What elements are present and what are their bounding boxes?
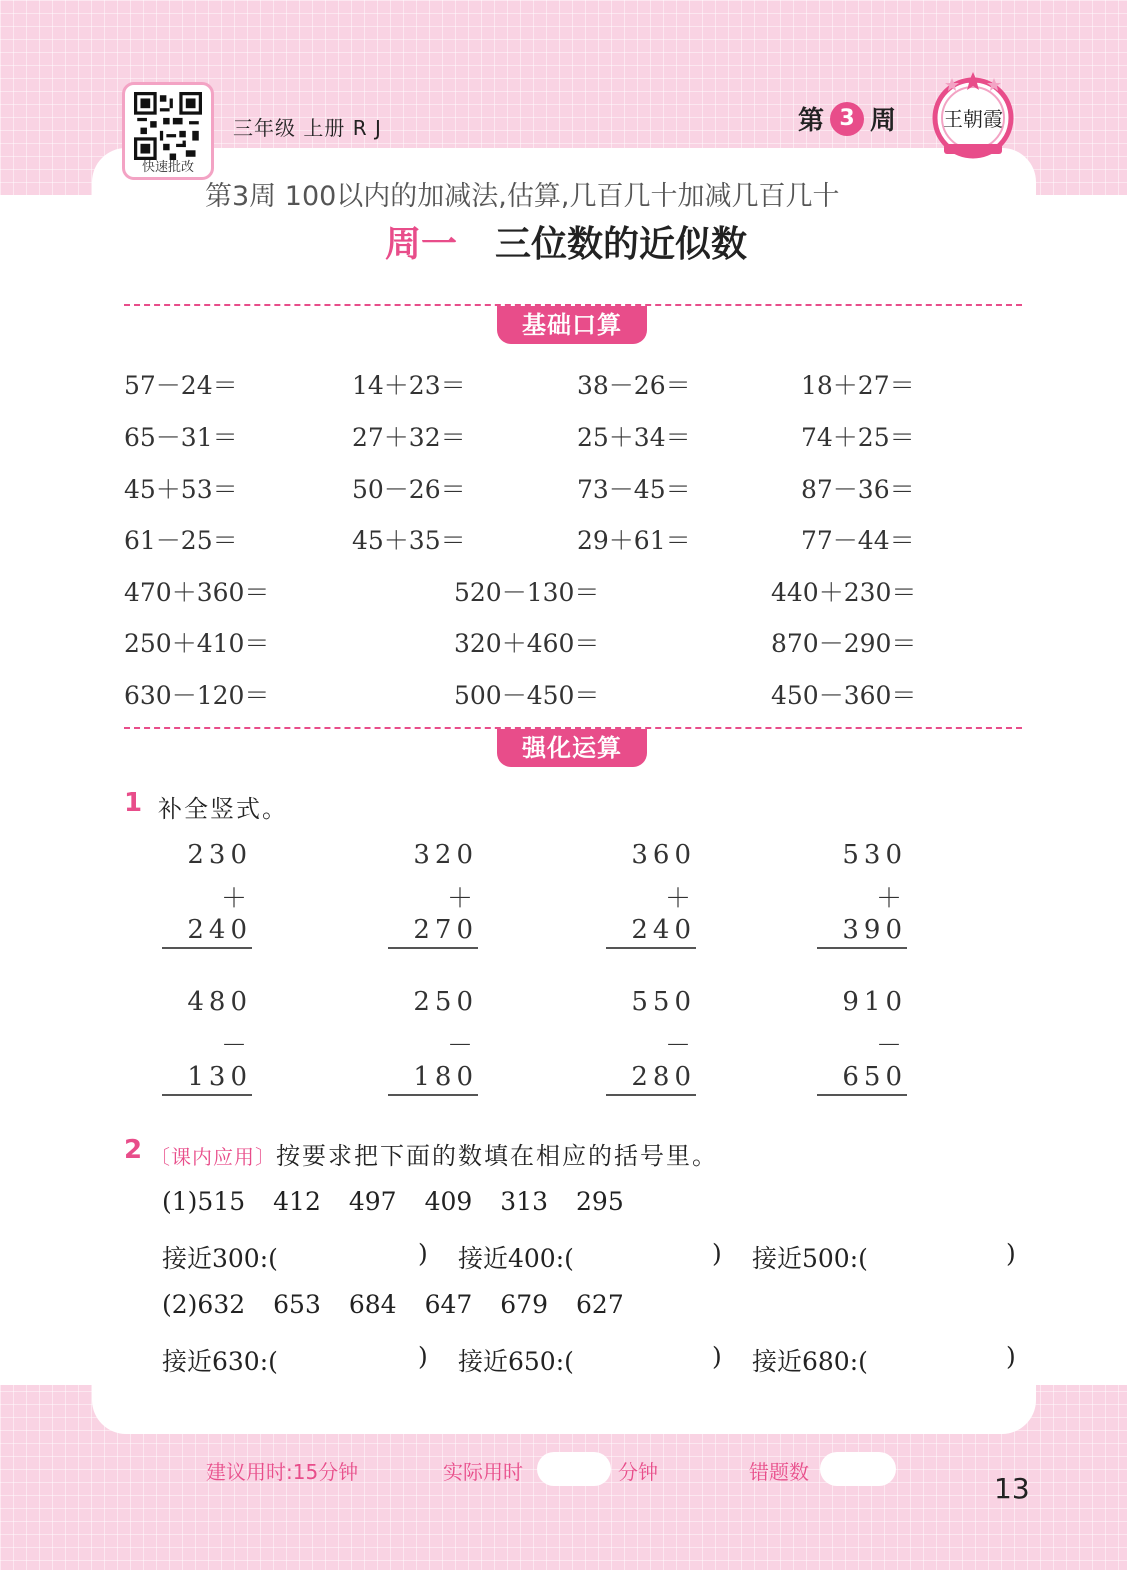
- blank-close: ): [1006, 1342, 1016, 1371]
- calc-item: 73－45＝: [577, 475, 691, 504]
- vertical-top: 910: [842, 987, 907, 1017]
- blank-close: ): [712, 1342, 722, 1371]
- calc-item: 65－31＝: [124, 423, 238, 452]
- number-item: 627: [576, 1290, 624, 1319]
- calc-item: 470＋360＝: [124, 578, 270, 607]
- part-label: (2): [162, 1290, 198, 1319]
- calc-item: 77－44＝: [801, 526, 915, 555]
- number-list: [162, 1290, 652, 1319]
- question-tag: 〔课内应用〕: [150, 1145, 276, 1169]
- number-item: 647: [424, 1290, 473, 1319]
- number-item: 295: [576, 1187, 624, 1216]
- calc-item: 25＋34＝: [577, 423, 691, 452]
- vertical-bottom: －180: [388, 1025, 478, 1096]
- number-list: [162, 1187, 652, 1216]
- blank-close: ): [418, 1342, 428, 1371]
- vertical-calc[interactable]: [162, 987, 252, 1096]
- suggested-time: 建议用时:15分钟: [206, 1460, 359, 1484]
- calc-item: 870－290＝: [771, 629, 917, 658]
- calc-item: 38－26＝: [577, 371, 691, 400]
- number-item: 684: [348, 1290, 397, 1319]
- vertical-calc[interactable]: [817, 840, 907, 949]
- logo-text: 王朝霞: [943, 107, 1003, 131]
- grade-label: 三年级 上册 R J: [233, 116, 382, 140]
- vertical-bottom: ＋240: [162, 878, 252, 949]
- vertical-bottom: －280: [606, 1025, 696, 1096]
- calc-item: 18＋27＝: [801, 371, 915, 400]
- blank-label: 接近300:(: [162, 1244, 278, 1273]
- calc-item: 14＋23＝: [352, 371, 466, 400]
- page-number: 13: [994, 1472, 1030, 1505]
- calc-item: 520－130＝: [454, 578, 600, 607]
- number-item: 515: [197, 1187, 246, 1216]
- blank-label: 接近650:(: [458, 1347, 574, 1376]
- blank-close: ): [1006, 1239, 1016, 1268]
- calc-item: 250＋410＝: [124, 629, 270, 658]
- qr-label: 快速批改: [141, 160, 194, 175]
- calc-item: 440＋230＝: [771, 578, 917, 607]
- calc-item: 61－25＝: [124, 526, 238, 555]
- qr-code-box[interactable]: [122, 82, 214, 180]
- vertical-calc[interactable]: [606, 840, 696, 949]
- week-prefix: 第: [798, 106, 825, 136]
- blank-label: 接近500:(: [752, 1244, 868, 1273]
- error-count-label: 错题数: [749, 1460, 809, 1484]
- error-count-field[interactable]: [820, 1452, 896, 1486]
- vertical-top: 250: [413, 987, 478, 1017]
- blank-label: 接近630:(: [162, 1347, 278, 1376]
- brand-logo: [930, 70, 1016, 162]
- number-item: 653: [273, 1290, 321, 1319]
- blank-close: ): [418, 1239, 428, 1268]
- question-number: 1: [124, 788, 143, 818]
- vertical-bottom: ＋390: [817, 878, 907, 949]
- title-day: 周一: [385, 224, 458, 265]
- vertical-bottom: ＋240: [606, 878, 696, 949]
- calc-item: 320＋460＝: [454, 629, 600, 658]
- question-text: 按要求把下面的数填在相应的括号里。: [276, 1142, 718, 1170]
- question-text: 补全竖式。: [158, 795, 288, 823]
- blank-label: 接近400:(: [458, 1244, 574, 1273]
- vertical-bottom: －650: [817, 1025, 907, 1096]
- calc-item: 74＋25＝: [801, 423, 915, 452]
- vertical-top: 230: [187, 840, 252, 870]
- calc-item: 27＋32＝: [352, 423, 466, 452]
- part-label: (1): [162, 1187, 198, 1216]
- section-tag-advanced: 强化运算: [497, 729, 647, 767]
- title-topic: 三位数的近似数: [495, 224, 748, 265]
- blank-label: 接近680:(: [752, 1347, 868, 1376]
- calc-item: 450－360＝: [771, 681, 917, 710]
- vertical-calc[interactable]: [162, 840, 252, 949]
- calc-item: 29＋61＝: [577, 526, 691, 555]
- qr-code-icon: [134, 92, 202, 160]
- calc-item: 45＋53＝: [124, 475, 238, 504]
- actual-time-field[interactable]: [537, 1452, 611, 1486]
- number-item: 409: [424, 1187, 473, 1216]
- calc-item: 500－450＝: [454, 681, 600, 710]
- week-badge: [798, 100, 896, 137]
- blank-close: ): [712, 1239, 722, 1268]
- vertical-bottom: －130: [162, 1025, 252, 1096]
- vertical-top: 480: [187, 987, 252, 1017]
- section-tag-basic: 基础口算: [497, 306, 647, 344]
- calc-item: 45＋35＝: [352, 526, 466, 555]
- question-number: 2: [124, 1135, 143, 1165]
- calc-item: 50－26＝: [352, 475, 466, 504]
- vertical-bottom: ＋270: [388, 878, 478, 949]
- number-item: 412: [273, 1187, 321, 1216]
- number-item: 679: [500, 1290, 549, 1319]
- vertical-top: 320: [413, 840, 478, 870]
- vertical-calc[interactable]: [817, 987, 907, 1096]
- calc-item: 630－120＝: [124, 681, 270, 710]
- number-item: 497: [348, 1187, 397, 1216]
- page-title: [385, 216, 747, 267]
- calc-item: 87－36＝: [801, 475, 915, 504]
- calc-item: 57－24＝: [124, 371, 238, 400]
- week-suffix: 周: [870, 106, 897, 136]
- question-text-row: [150, 1136, 718, 1171]
- minutes-label: 分钟: [618, 1460, 658, 1484]
- vertical-calc[interactable]: [388, 987, 478, 1096]
- week-number: 3: [830, 102, 864, 136]
- vertical-calc[interactable]: [388, 840, 478, 949]
- week-subtitle: 第3周 100以内的加减法,估算,几百几十加减几百几十: [205, 181, 840, 212]
- number-item: 632: [197, 1290, 246, 1319]
- number-item: 313: [500, 1187, 549, 1216]
- vertical-calc[interactable]: [606, 987, 696, 1096]
- actual-time-label: 实际用时: [443, 1460, 523, 1484]
- vertical-top: 360: [631, 840, 696, 870]
- vertical-top: 550: [631, 987, 696, 1017]
- vertical-top: 530: [842, 840, 907, 870]
